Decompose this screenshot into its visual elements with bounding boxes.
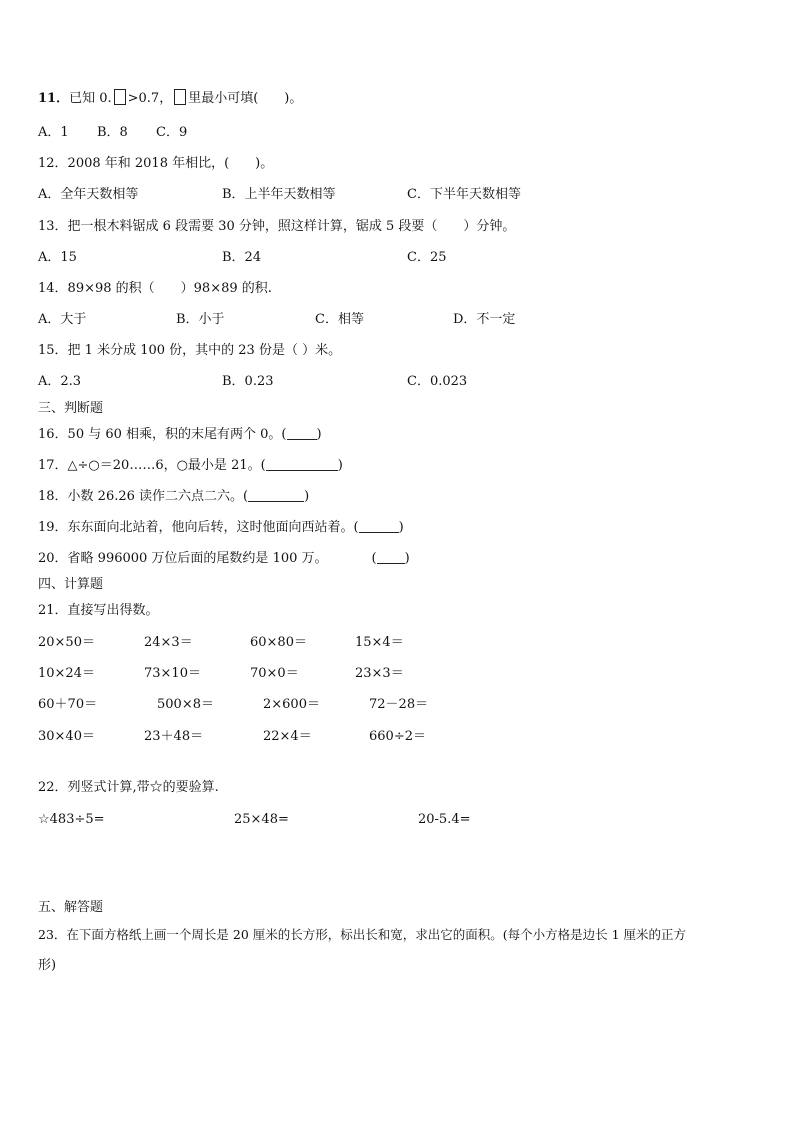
question-text-mid: >0.7， xyxy=(127,91,173,106)
calc-item: 22×4＝ xyxy=(263,729,312,744)
option-a: A．大于 xyxy=(38,312,87,327)
vertical-calc-item: 25×48= xyxy=(234,812,289,827)
question-number: 11． xyxy=(38,91,70,106)
calc-item: 24×3＝ xyxy=(144,635,193,650)
option-a: A．15 xyxy=(38,250,77,265)
section-heading: 三、判断题 xyxy=(38,401,104,416)
vertical-calc-item: 20-5.4= xyxy=(418,812,471,827)
calc-item: 2×600＝ xyxy=(263,697,320,712)
calc-item: 23×3＝ xyxy=(355,666,404,681)
option-b: B．小于 xyxy=(176,312,225,327)
question-22-title: 22．列竖式计算,带☆的要验算. xyxy=(38,780,219,795)
calc-item: 500×8＝ xyxy=(157,697,214,712)
question-text: 19．东东面向北站着，他向后转，这时他面向西站着。( xyxy=(38,520,359,535)
close-paren: ) xyxy=(316,427,322,442)
blank-box xyxy=(114,89,126,105)
blank-box xyxy=(174,89,186,105)
question-13: 13．把一根木料锯成 6 段需要 30 分钟，照这样计算，锯成 5 段要（ ）分钟。 xyxy=(38,219,516,234)
answer-blank xyxy=(248,489,304,502)
answer-blank xyxy=(287,427,317,440)
option-a: A．全年天数相等 xyxy=(38,187,139,202)
question-text: 17．△÷○＝20……6，○最小是 21。( xyxy=(38,458,266,473)
question-23-line1: 23．在下面方格纸上画一个周长是 20 厘米的长方形，标出长和宽，求出它的面积。(每个小方格是边长 1 厘米的正方 xyxy=(38,927,687,942)
option-d: D．不一定 xyxy=(453,312,516,327)
option-b: B．8 xyxy=(97,125,128,140)
calc-item: 660÷2＝ xyxy=(369,729,426,744)
vertical-calc-item: ☆483÷5= xyxy=(38,812,105,827)
question-20 xyxy=(38,551,410,567)
question-23-line2: 形) xyxy=(38,958,57,973)
option-c: C．9 xyxy=(156,125,188,140)
question-15: 15．把 1 米分成 100 份，其中的 23 份是（ ）米。 xyxy=(38,343,342,358)
calc-item: 20×50＝ xyxy=(38,635,95,650)
open-paren: ( xyxy=(371,551,377,566)
calc-item: 70×0＝ xyxy=(250,666,299,681)
question-text-pre: 已知 0. xyxy=(69,91,112,106)
option-c: C．25 xyxy=(407,250,447,265)
question-text-post: 里最小可填( )。 xyxy=(188,91,303,106)
section-heading: 五、解答题 xyxy=(38,900,104,915)
close-paren: ) xyxy=(304,489,310,504)
close-paren: ) xyxy=(398,520,404,535)
option-b: B．24 xyxy=(222,250,262,265)
option-c: C．相等 xyxy=(315,312,364,327)
question-19 xyxy=(38,520,404,536)
question-11 xyxy=(38,89,302,107)
question-16 xyxy=(38,427,322,443)
close-paren: ) xyxy=(404,551,410,566)
calc-item: 72－28＝ xyxy=(369,697,429,712)
answer-blank xyxy=(377,551,405,564)
calc-item: 23＋48＝ xyxy=(144,729,204,744)
question-17 xyxy=(38,458,343,474)
close-paren: ) xyxy=(337,458,343,473)
question-12: 12．2008 年和 2018 年相比，( )。 xyxy=(38,156,274,171)
calc-item: 30×40＝ xyxy=(38,729,95,744)
calc-item: 60×80＝ xyxy=(250,635,307,650)
question-text: 18．小数 26.26 读作二六点二六。( xyxy=(38,489,249,504)
question-text: 16．50 与 60 相乘，积的末尾有两个 0。( xyxy=(38,427,287,442)
answer-blank xyxy=(359,520,399,533)
calc-item: 60＋70＝ xyxy=(38,697,98,712)
option-b: B．上半年天数相等 xyxy=(222,187,336,202)
option-c: C．0.023 xyxy=(407,374,468,389)
calc-item: 10×24＝ xyxy=(38,666,95,681)
question-14: 14．89×98 的积（ ）98×89 的积. xyxy=(38,281,272,296)
answer-blank xyxy=(266,458,338,471)
option-a: A．2.3 xyxy=(38,374,82,389)
option-a: A．1 xyxy=(38,125,69,140)
question-21-title: 21．直接写出得数。 xyxy=(38,603,159,618)
section-heading: 四、计算题 xyxy=(38,577,104,592)
calc-item: 15×4＝ xyxy=(355,635,404,650)
question-text: 20．省略 996000 万位后面的尾数约是 100 万。 xyxy=(38,551,328,566)
calc-item: 73×10＝ xyxy=(144,666,201,681)
option-b: B．0.23 xyxy=(222,374,274,389)
question-18 xyxy=(38,489,309,505)
option-c: C．下半年天数相等 xyxy=(407,187,521,202)
